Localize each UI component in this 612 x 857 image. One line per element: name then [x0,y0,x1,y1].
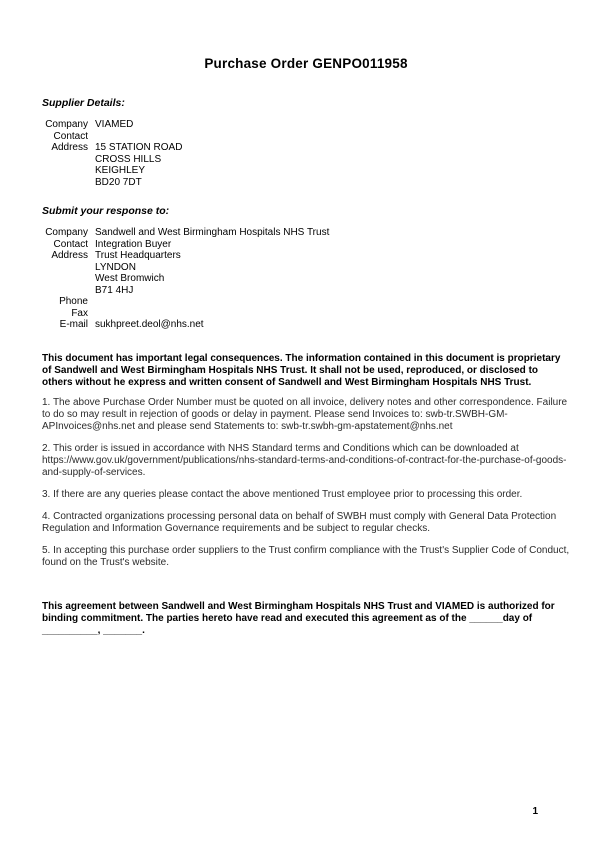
term-paragraph-2: 2. This order is issued in accordance with NHS Standard terms and Conditions which can be downloaded at https://www.gov.uk/government/publications/nhs-standard-terms-and-conditions-of-contract-for-the-purchase-of-goods-and-supply-of-services. [42,442,567,478]
supplier-company-label: Company [45,119,88,130]
response-email-label: E-mail [59,319,88,330]
response-contact-row [42,239,570,251]
supplier-details-section [42,97,570,188]
term-paragraph-5: 5. In accepting this purchase order suppliers to the Trust confirm compliance with the Trust's Supplier Code of Conduct, found on the Trust's website. [42,544,570,568]
response-company-value: Sandwell and West Birmingham Hospitals NHS Trust [95,227,330,238]
supplier-address-line: KEIGHLEY [95,165,146,176]
response-address-line: West Bromwich [95,273,165,284]
response-section [42,205,570,331]
supplier-address-value [95,142,182,188]
response-contact-value: Integration Buyer [95,238,172,250]
response-address-value [95,250,181,296]
response-fax-row [42,308,570,320]
supplier-address-line: CROSS HILLS [95,153,162,165]
response-fax-label: Fax [71,307,88,319]
supplier-details-heading: Supplier Details: [42,97,125,109]
supplier-address-row [42,142,570,188]
response-email-value: sukhpreet.deol@nhs.net [95,319,204,330]
page-title: Purchase Order GENPO011958 [204,56,408,71]
response-heading: Submit your response to: [42,205,170,217]
response-phone-label: Phone [59,296,88,307]
response-company-row [42,227,570,239]
response-contact-label: Contact [53,238,88,250]
response-address-line: LYNDON [95,261,136,273]
supplier-address-line: BD20 7DT [95,176,142,188]
term-paragraph-1: 1. The above Purchase Order Number must be quoted on all invoice, delivery notes and other correspondence. Failure to do so may result in rejection of goods or delay in payment. Please send Invoices to: swb-tr.SWBH-GM-APInvoices@nhs.net and please send Statements to: swb-tr.swbh-gm-apstatement@nhs.net [42,396,568,432]
legal-notice-paragraph: This document has important legal consequences. The information contained in this document is proprietary of Sandwell and West Birmingham Hospitals NHS Trust. It shall not be used, reproduced, or disclosed to others without he express and written consent of Sandwell and West Birmingham Hospitals NHS Trust. [42,352,561,388]
supplier-company-value: VIAMED [95,119,134,130]
agreement-paragraph: This agreement between Sandwell and West Birmingham Hospitals NHS Trust and VIAMED is authorized for binding commitment. The parties hereto have read and executed this agreement as of the ______day of __________, _______. [42,600,555,636]
supplier-address-label: Address [51,142,88,153]
response-address-line: Trust Headquarters [95,250,181,261]
response-address-row [42,250,570,296]
supplier-contact-label: Contact [53,130,88,142]
response-company-label: Company [45,227,88,238]
response-address-line: B71 4HJ [95,284,134,296]
term-paragraph-3: 3. If there are any queries please contact the above mentioned Trust employee prior to processing this order. [42,488,523,500]
response-address-label: Address [51,250,88,261]
term-paragraph-4: 4. Contracted organizations processing personal data on behalf of SWBH must comply with General Data Protection Regulation and Information Governance requirements and be subject to regular checks. [42,510,557,534]
response-phone-row [42,296,570,308]
supplier-address-line: 15 STATION ROAD [95,142,183,153]
supplier-company-row [42,119,570,131]
supplier-contact-row [42,131,570,143]
response-email-row [42,319,570,331]
page-number: 1 [532,806,538,817]
terms-and-conditions [42,353,570,569]
